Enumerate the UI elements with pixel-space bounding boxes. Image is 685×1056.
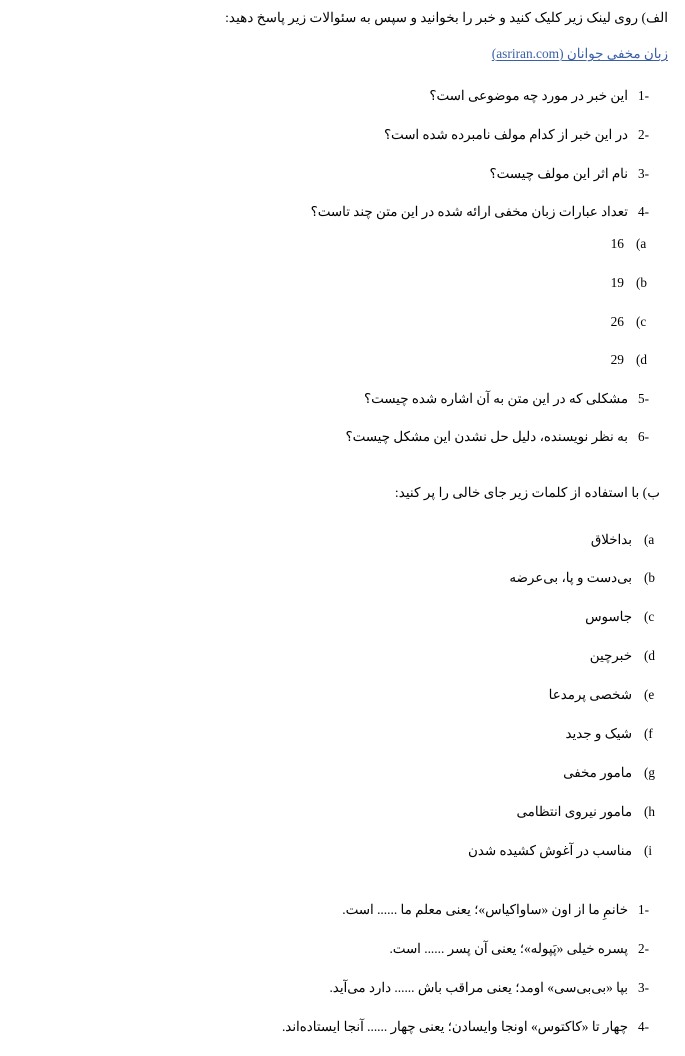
choice-row[interactable] (611, 237, 652, 250)
choice-marker: (d (636, 352, 647, 367)
fill-in-text: چهار تا «کاکتوس» اونجا وایسادن؛ یعنی چهار ...... آنجا ایستاده‌اند. (281, 1019, 628, 1034)
fill-in-marker: 3- (638, 980, 649, 995)
word-bank-text: بی‌دست و پا، بی‌عرضه (509, 570, 632, 585)
question-row (311, 205, 655, 218)
word-bank-item (590, 649, 660, 662)
fill-in-row (282, 1020, 655, 1033)
word-bank-item (563, 766, 660, 779)
fill-in-text: خانمِ ما از اون «ساواکیاس»؛ یعنی معلم ما ...... است. (342, 902, 628, 917)
word-bank-text: بداخلاق (590, 532, 632, 547)
word-bank-text: جاسوس (585, 609, 632, 624)
word-bank-item (509, 571, 660, 584)
question-text: تعداد عبارات زبان مخفی ارائه شده در این متن چند تاست؟ (310, 204, 628, 219)
question-text: مشکلی که در این متن به آن اشاره شده چیست؟ (363, 391, 628, 406)
question-row (345, 430, 655, 443)
choice-row[interactable] (611, 353, 652, 366)
word-bank-marker: (c (644, 609, 655, 624)
choice-value: 19 (610, 275, 624, 290)
choice-marker: (a (636, 236, 647, 251)
word-bank-marker: (d (644, 648, 655, 663)
article-link-line (492, 46, 668, 62)
word-bank-marker: (g (644, 765, 655, 780)
word-bank-item (517, 805, 661, 818)
section-a-intro: الف) روی لینک زیر کلیک کنید و خبر را بخوانید و سپس به سئوالات زیر پاسخ دهید: (225, 10, 668, 25)
word-bank-text: مناسب در آغوش کشیده شدن (468, 843, 632, 858)
choice-row[interactable] (611, 315, 652, 328)
question-marker: 5- (638, 391, 649, 406)
choice-marker: (b (636, 275, 647, 290)
fill-in-marker: 1- (638, 902, 649, 917)
fill-in-row (329, 981, 655, 994)
choice-marker: (c (636, 314, 647, 329)
word-bank-marker: (f (644, 726, 653, 741)
question-text: در این خبر از کدام مولف نامبرده شده است؟ (383, 127, 628, 142)
fill-in-text: پسره خیلی «پَپوله»؛ یعنی آن پسر ...... است. (389, 941, 628, 956)
question-text: نام اثر این مولف چیست؟ (489, 166, 628, 181)
word-bank-item (549, 688, 660, 701)
word-bank-marker: (h (644, 804, 655, 819)
fill-in-row (389, 942, 655, 955)
fill-in-marker: 2- (638, 941, 649, 956)
word-bank-text: شیک و جدید (565, 726, 632, 741)
question-text: به نظر نویسنده، دلیل حل نشدن این مشکل چیست؟ (345, 429, 628, 444)
word-bank-marker: (i (644, 843, 653, 858)
question-marker: 1- (638, 88, 649, 103)
question-marker: 4- (638, 204, 649, 219)
word-bank-item (566, 727, 660, 740)
word-bank-item (468, 844, 660, 857)
word-bank-item (591, 533, 660, 546)
word-bank-marker: (e (644, 687, 655, 702)
fill-in-marker: 4- (638, 1019, 649, 1034)
question-row (429, 89, 655, 102)
question-row (489, 167, 655, 180)
article-link[interactable]: زبان مخفی جوانان (asriran.com) (491, 46, 668, 61)
fill-in-row (342, 903, 655, 916)
section-b-intro: ب) با استفاده از کلمات زیر جای خالی را پر کنید: (394, 485, 660, 500)
question-marker: 3- (638, 166, 649, 181)
choice-row[interactable] (611, 276, 652, 289)
fill-in-text: بپا «بی‌بی‌سی» اومد؛ یعنی مراقب باش ...... دارد می‌آید. (329, 980, 628, 995)
question-text: این خبر در مورد چه موضوعی است؟ (429, 88, 628, 103)
word-bank-text: خبرچین (589, 648, 632, 663)
choice-value: 29 (610, 352, 624, 367)
word-bank-text: شخصی پرمدعا (548, 687, 632, 702)
word-bank-text: مامور نیروی انتظامی (516, 804, 632, 819)
question-row (384, 128, 655, 141)
word-bank-text: مامور مخفی (563, 765, 632, 780)
choice-value: 16 (610, 236, 624, 251)
word-bank-marker: (b (644, 570, 655, 585)
question-row (364, 392, 655, 405)
word-bank-item (585, 610, 660, 623)
question-marker: 6- (638, 429, 649, 444)
choice-value: 26 (610, 314, 624, 329)
word-bank-marker: (a (644, 532, 655, 547)
question-marker: 2- (638, 127, 649, 142)
